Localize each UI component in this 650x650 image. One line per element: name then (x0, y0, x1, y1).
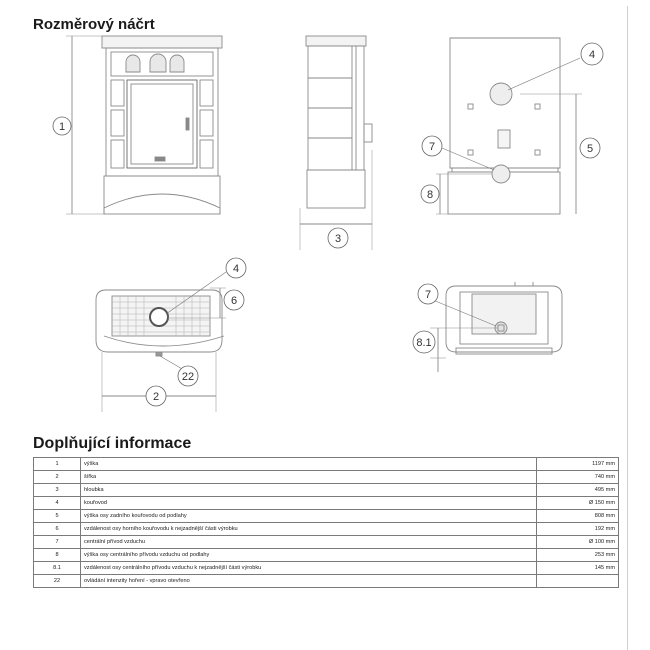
table-row (34, 484, 619, 497)
row-value: Ø 150 mm (537, 497, 619, 510)
row-description: centrální přívod vzduchu (81, 536, 537, 549)
row-number: 22 (34, 575, 81, 588)
row-value: Ø 100 mm (537, 536, 619, 549)
callout-4-top: 4 (232, 263, 240, 275)
front-view (102, 36, 222, 214)
table-row (34, 523, 619, 536)
info-table (33, 457, 619, 588)
row-number: 4 (34, 497, 81, 510)
row-description: kouřovod (81, 497, 537, 510)
row-value: 145 mm (537, 562, 619, 575)
row-value: 495 mm (537, 484, 619, 497)
table-row (34, 510, 619, 523)
callout-8-1: 8.1 (416, 337, 432, 349)
row-description: hloubka (81, 484, 537, 497)
row-number: 1 (34, 458, 81, 471)
row-number: 6 (34, 523, 81, 536)
callout-4-rear: 4 (588, 49, 596, 61)
table-row (34, 562, 619, 575)
table-row (34, 575, 619, 588)
info-heading: Doplňující informace (33, 435, 192, 452)
row-number: 7 (34, 536, 81, 549)
callout-5: 5 (586, 143, 594, 155)
row-number: 8 (34, 549, 81, 562)
row-description: vzdálenost osy horního kouřovodu k nejzadnější části výrobku (81, 523, 537, 536)
row-description: výška osy zadního kouřovodu od podlahy (81, 510, 537, 523)
side-view (306, 36, 372, 208)
table-row (34, 471, 619, 484)
callout-7-bottom: 7 (424, 289, 432, 301)
table-row (34, 536, 619, 549)
callout-22: 22 (181, 371, 195, 383)
top-view (96, 290, 224, 356)
row-value: 1197 mm (537, 458, 619, 471)
row-number: 2 (34, 471, 81, 484)
callout-3: 3 (334, 233, 342, 245)
row-value: 808 mm (537, 510, 619, 523)
callout-2: 2 (152, 391, 160, 403)
row-value: 740 mm (537, 471, 619, 484)
row-description: šířka (81, 471, 537, 484)
row-number: 8.1 (34, 562, 81, 575)
row-description: výška (81, 458, 537, 471)
table-row (34, 549, 619, 562)
table-row (34, 497, 619, 510)
callout-7-rear: 7 (428, 141, 436, 153)
callout-8: 8 (426, 189, 434, 201)
row-number: 3 (34, 484, 81, 497)
rear-view (448, 38, 560, 214)
row-number: 5 (34, 510, 81, 523)
row-description: ovládání intenzity hoření - vpravo otevřeno (81, 575, 537, 588)
row-description: výška osy centrálního přívodu vzduchu od podlahy (81, 549, 537, 562)
bottom-view (446, 282, 562, 354)
row-value: 192 mm (537, 523, 619, 536)
table-row (34, 458, 619, 471)
callout-1: 1 (58, 121, 66, 133)
row-value: 253 mm (537, 549, 619, 562)
callout-6: 6 (230, 295, 238, 307)
row-value (537, 575, 619, 588)
sketch-heading: Rozměrový náčrt (33, 16, 155, 33)
row-description: vzdálenost osy centrálního přívodu vzduchu k nejzadnější části výrobku (81, 562, 537, 575)
